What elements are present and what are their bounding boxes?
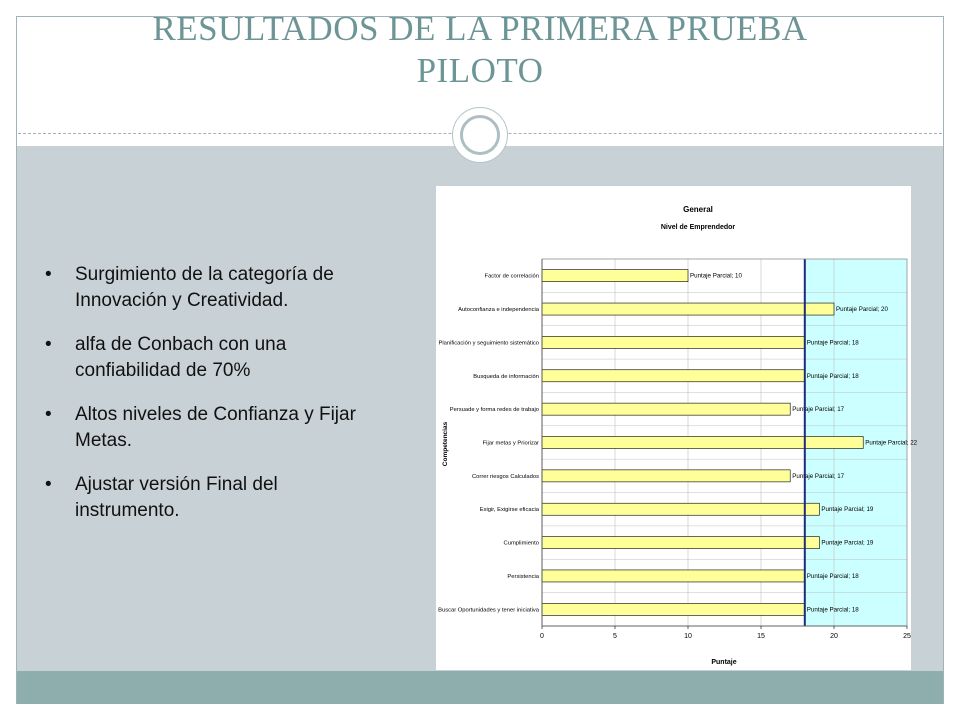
bar-data-label: Puntaje Parcial; 17 (792, 472, 845, 480)
category-label: Busqueda de información (473, 373, 539, 380)
category-label: Exigir, Exigirse eficacia (479, 507, 539, 514)
bullet-item (45, 402, 385, 454)
bullet-dot-icon: • (45, 474, 52, 495)
category-label: Persuade y forma redes de trabajo (449, 407, 539, 414)
category-label: Buscar Oportunidades y tener iniciativa (438, 607, 539, 614)
footer-band (17, 671, 943, 704)
x-tick-label: 5 (613, 633, 617, 640)
x-tick-label: 20 (830, 633, 838, 640)
bar (542, 403, 790, 415)
bar-chart (436, 186, 918, 670)
bar-data-label: Puntaje Parcial; 18 (806, 572, 859, 580)
bar-data-label: Puntaje Parcial; 20 (836, 306, 888, 314)
chart-title: General (683, 205, 713, 214)
x-axis-title: Puntaje (711, 659, 737, 666)
bar (542, 270, 688, 282)
bar-data-label: Puntaje Parcial; 22 (865, 439, 918, 447)
bar-data-label: Puntaje Parcial; 10 (690, 272, 742, 280)
bullet-text: Surgimiento de la categoría de Innovación y Creatividad. (75, 264, 334, 311)
bullet-item (45, 262, 385, 314)
bullet-item (45, 332, 385, 384)
chart-panel (436, 186, 918, 670)
category-label: Factor de correlación (484, 273, 539, 280)
bar-data-label: Puntaje Parcial; 18 (806, 606, 859, 614)
bar-data-label: Puntaje Parcial; 19 (821, 539, 874, 547)
bullet-item (45, 472, 385, 524)
chart-subtitle: Nivel de Emprendedor (660, 224, 736, 231)
slide-title (16, 8, 944, 92)
bullet-text: alfa de Conbach con una confiabilidad de 70% (75, 334, 287, 381)
bullet-dot-icon: • (45, 404, 52, 425)
divider-ring-icon (460, 115, 500, 155)
bar (542, 603, 805, 615)
bar (542, 370, 805, 382)
bar (542, 336, 805, 348)
category-label: Correr riesgos Calculados (471, 473, 539, 480)
slide-title-line2: PILOTO (416, 51, 544, 90)
x-tick-label: 0 (540, 633, 544, 640)
category-label: Fijar metas y Priorizar (482, 440, 539, 447)
bar (542, 470, 790, 482)
bar (542, 503, 819, 515)
bar (542, 303, 834, 315)
category-label: Autoconfianza e independencia (458, 307, 539, 314)
bar-data-label: Puntaje Parcial; 19 (821, 506, 874, 514)
bullet-text: Altos niveles de Confianza y Fijar Metas. (75, 404, 356, 451)
bar-data-label: Puntaje Parcial; 18 (806, 339, 859, 347)
bar (542, 570, 805, 582)
x-tick-label: 10 (684, 633, 692, 640)
bar-data-label: Puntaje Parcial; 18 (806, 372, 859, 380)
category-label: Cumplimiento (503, 540, 539, 547)
category-label: Persistencia (507, 573, 539, 580)
bullet-dot-icon: • (45, 264, 52, 285)
x-tick-label: 25 (903, 633, 911, 640)
bar (542, 436, 863, 448)
x-tick-label: 15 (757, 633, 765, 640)
category-label: Planificación y seguimiento sistemático (438, 340, 539, 347)
bullet-dot-icon: • (45, 334, 52, 355)
bullet-list (45, 262, 385, 542)
slide-title-line1: RESULTADOS DE LA PRIMERA PRUEBA (152, 9, 808, 48)
bar (542, 537, 819, 549)
bar-data-label: Puntaje Parcial; 17 (792, 406, 845, 414)
bullet-text: Ajustar versión Final del instrumento. (75, 474, 278, 521)
y-axis-title: Competencias (442, 421, 449, 467)
